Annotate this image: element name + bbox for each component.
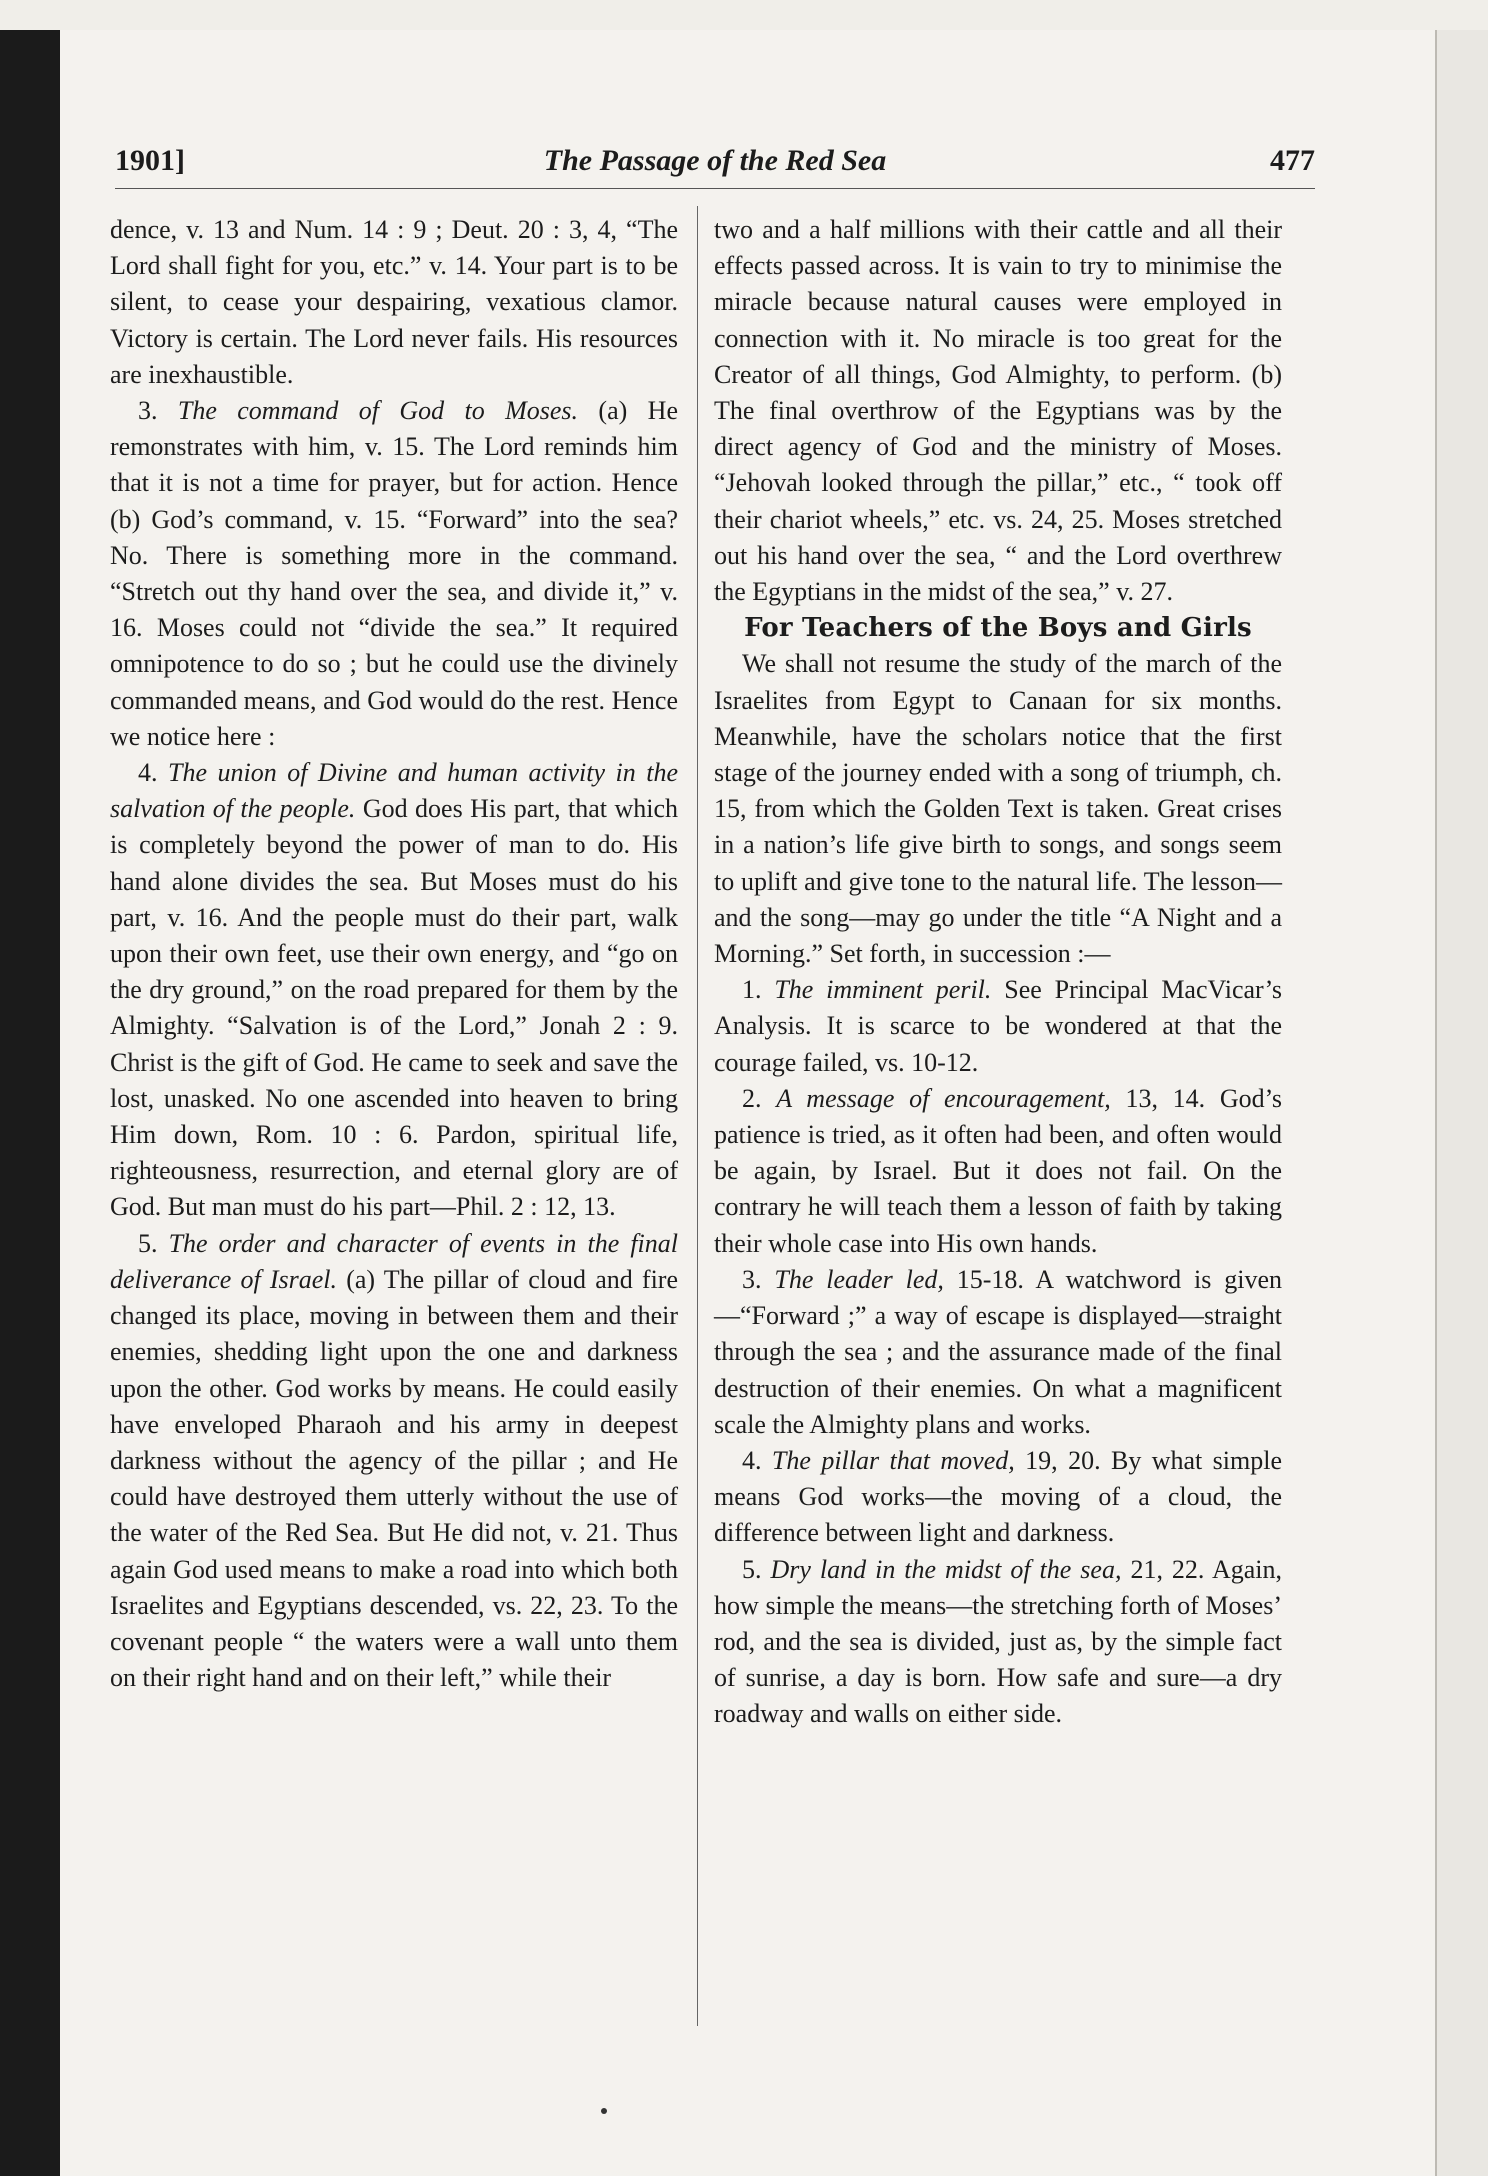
paragraph-title: A message of encouragement, xyxy=(776,1083,1111,1113)
paragraph-title: The command of God to Moses. xyxy=(177,396,579,426)
paragraph: 3. The leader led, 15-18. A watchword is given—“Forward ;” a way of escape is displayed—straight through the sea ; and the assurance made of the final destruction of their enemies. On what a magnificent scale the Almighty plans and works. xyxy=(714,1264,1282,1439)
running-header xyxy=(115,138,1315,188)
left-column xyxy=(110,212,678,1696)
right-column xyxy=(714,212,1282,1733)
paragraph: two and a half millions with their cattle and all their effects passed across. It is vain to try to minimise the miracle because natural causes were employed in connection with it. No miracle is too great for the Creator of all things, God Almighty, to perform. (b) The final overthrow of the Egyptians was by the direct agency of God and the ministry of Moses. “Jehovah looked through the pillar,” etc., “ took off their chariot wheels,” etc. vs. 24, 25. Moses stretched out his hand over the sea, “ and the Lord overthrew the Egyptians in the midst of the sea,” v. 27. xyxy=(714,215,1282,607)
paragraph-title: The leader led, xyxy=(774,1264,944,1294)
scan-top-margin xyxy=(0,0,1488,30)
section-heading: For Teachers of the Boys and Girls xyxy=(744,613,1252,644)
scan-left-margin xyxy=(0,0,60,2176)
page-edge xyxy=(1435,30,1488,2176)
paragraph: 3. The command of God to Moses. (a) He remonstrates with him, v. 15. The Lord reminds him that it is not a time for prayer, but for action. Hence (b) God’s command, v. 15. “Forward” into the sea? No. There is something more in the command. “Stretch out thy hand over the sea, and divide it,” v. 16. Moses could not “divide the sea.” It required omnipotence to do so ; but he could use the divinely commanded means, and God would do the rest. Hence we notice here : xyxy=(110,396,678,751)
paragraph: We shall not resume the study of the march of the Israelites from Egypt to Canaan for six months. Meanwhile, have the scholars notice that the first stage of the journey ended with a song of triumph, ch. 15, from which the Golden Text is taken. Great crises in a nation’s life give birth to songs, and songs seem to uplift and give tone to the natural life. The lesson—and the song—may go under the title “A Night and a Morning.” Set forth, in succession :— xyxy=(714,649,1282,969)
paragraph: 5. The order and character of events in the final deliverance of Israel. (a) The pillar of cloud and fire changed its place, moving in between them and their enemies, shedding light upon the one and darkness upon the other. God works by means. He could easily have enveloped Pharaoh and his army in deepest darkness without the agency of the pillar ; and He could have destroyed them utterly without the use of the water of the Red Sea. But He did not, v. 21. Thus again God used means to make a road into which both Israelites and Egyptians descended, vs. 22, 23. To the covenant people “ the waters were a wall unto them on their right hand and on their left,” while their xyxy=(110,1228,678,1693)
paragraph: 1. The imminent peril. See Principal MacVicar’s Analysis. It is scarce to be wondered at that the courage failed, vs. 10-12. xyxy=(714,975,1282,1077)
page-number: 477 xyxy=(1270,144,1315,177)
header-rule xyxy=(115,188,1315,189)
paragraph-title: The imminent peril. xyxy=(774,975,992,1005)
header-year: 1901] xyxy=(115,144,185,177)
paragraph: dence, v. 13 and Num. 14 : 9 ; Deut. 20 : 3, 4, “The Lord shall fight for you, etc.” v. 14. Your part is to be silent, to cease your despairing, vexatious clamor. Victory is certain. The Lord never fails. His resources are inexhaustible. xyxy=(110,215,678,389)
paragraph-title: Dry land in the midst of the sea, xyxy=(770,1554,1122,1584)
paragraph: 4. The pillar that moved, 19, 20. By what simple means God works—the moving of a cloud, the difference between light and darkness. xyxy=(714,1445,1283,1548)
paragraph: 5. Dry land in the midst of the sea, 21, 22. Again, how simple the means—the stretching forth of Moses’ rod, and the sea is divided, just as, by the simple fact of sunrise, a day is born. How safe and sure—a dry roadway and walls on either side. xyxy=(714,1554,1283,1729)
paragraph-title: The pillar that moved, xyxy=(771,1445,1015,1475)
paragraph-title: The union of Divine and human activity in the salvation of the people. xyxy=(110,758,679,824)
ink-dot xyxy=(601,2108,607,2114)
paragraph: 4. The union of Divine and human activity in the salvation of the people. God does His part, that which is completely beyond the power of man to do. His hand alone divides the sea. But Moses must do his part, v. 16. And the people must do their part, walk upon their own feet, use their own energy, and “go on the dry ground,” on the road prepared for them by the Almighty. “Salvation is of the Lord,” Jonah 2 : 9. Christ is the gift of God. He came to seek and save the lost, unasked. No one ascended into heaven to bring Him down, Rom. 10 : 6. Pardon, spiritual life, righteousness, resurrection, and eternal glory are of God. But man must do his part—Phil. 2 : 12, 13. xyxy=(110,758,679,1222)
header-title: The Passage of the Red Sea xyxy=(543,144,887,177)
paragraph: 2. A message of encouragement, 13, 14. God’s patience is tried, as it often had been, and often would be again, by Israel. But it does not fail. On the contrary he will teach them a lesson of faith by taking their whole case into His own hands. xyxy=(714,1083,1282,1258)
paragraph-title: The order and character of events in the final deliverance of Israel. xyxy=(110,1228,678,1294)
column-divider xyxy=(697,206,698,2026)
